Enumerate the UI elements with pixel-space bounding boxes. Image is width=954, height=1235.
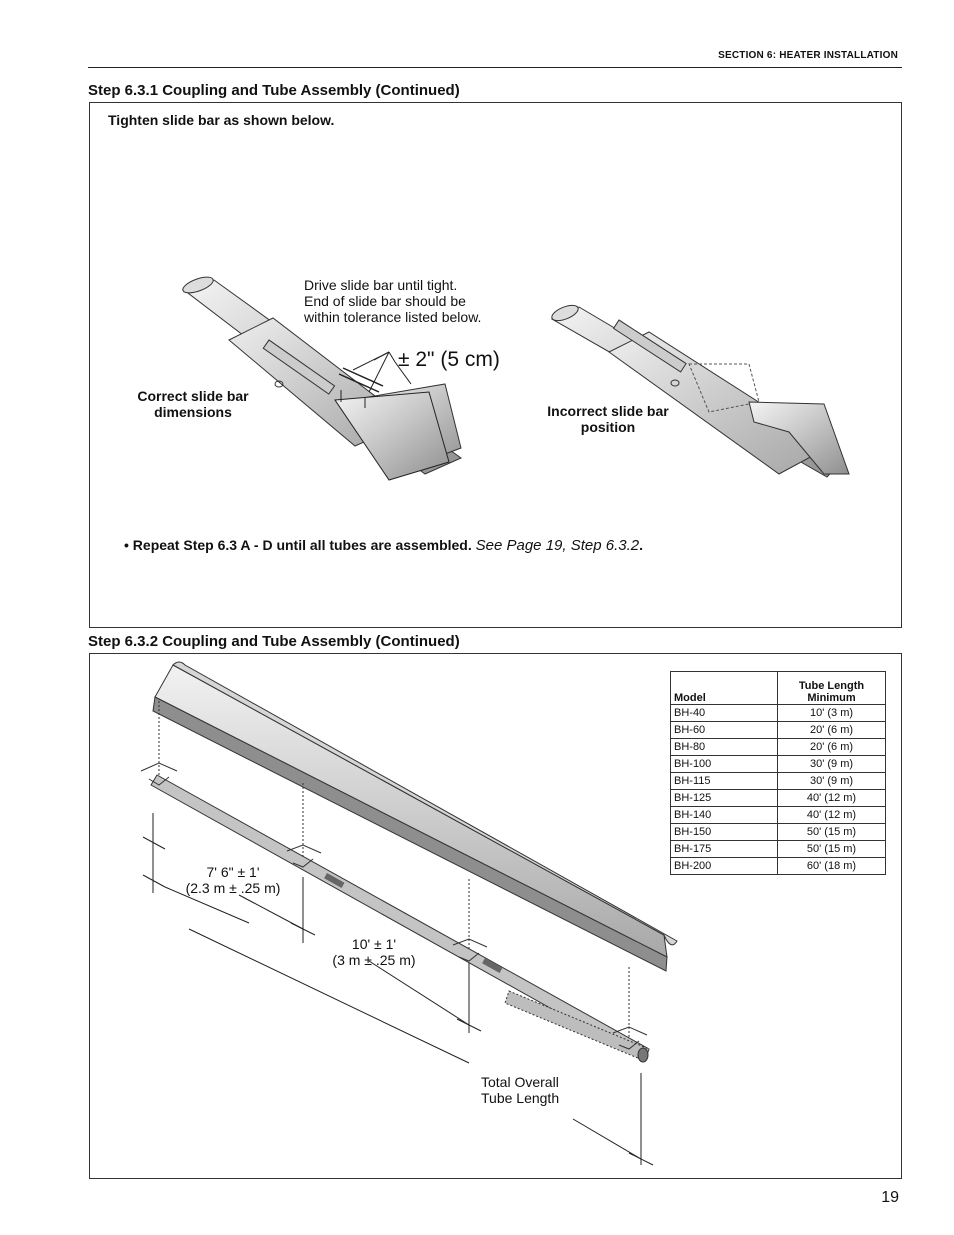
step-631-instruction: Tighten slide bar as shown below. bbox=[108, 112, 335, 128]
model-cell: BH-175 bbox=[671, 841, 778, 858]
table-row bbox=[671, 739, 886, 756]
total-length-line-2: Tube Length bbox=[481, 1090, 560, 1106]
table-row bbox=[671, 756, 886, 773]
table-row bbox=[671, 790, 886, 807]
col-model-header: Model bbox=[671, 672, 778, 705]
length-cell: 40' (12 m) bbox=[778, 807, 886, 824]
col-length-line-1: Tube Length bbox=[798, 680, 865, 692]
table-row bbox=[671, 773, 886, 790]
dimension-10ft-imperial: 10' ± 1' bbox=[351, 936, 397, 952]
total-length-line-1: Total Overall bbox=[481, 1074, 559, 1090]
length-cell: 30' (9 m) bbox=[778, 773, 886, 790]
drive-note bbox=[304, 277, 481, 325]
step-632-title: Step 6.3.2 Coupling and Tube Assembly (Continued) bbox=[88, 633, 460, 650]
model-cell: BH-60 bbox=[671, 722, 778, 739]
length-cell: 20' (6 m) bbox=[778, 722, 886, 739]
dimension-10ft-metric: (3 m ± .25 m) bbox=[332, 952, 416, 968]
correct-label-line-2: dimensions bbox=[154, 404, 232, 420]
step-631-title: Step 6.3.1 Coupling and Tube Assembly (Continued) bbox=[88, 82, 460, 99]
length-cell: 20' (6 m) bbox=[778, 739, 886, 756]
drive-note-line-1: Drive slide bar until tight. bbox=[304, 277, 458, 293]
model-cell: BH-100 bbox=[671, 756, 778, 773]
table-row bbox=[671, 858, 886, 875]
repeat-instruction bbox=[124, 537, 643, 554]
model-cell: BH-115 bbox=[671, 773, 778, 790]
table-row bbox=[671, 722, 886, 739]
model-cell: BH-140 bbox=[671, 807, 778, 824]
repeat-page-reference: See Page 19, Step 6.3.2 bbox=[475, 537, 640, 554]
length-cell: 10' (3 m) bbox=[778, 705, 886, 722]
length-cell: 30' (9 m) bbox=[778, 756, 886, 773]
dimension-10ft-label bbox=[318, 936, 430, 968]
tolerance-label: ± 2" (5 cm) bbox=[398, 348, 500, 371]
length-cell: 40' (12 m) bbox=[778, 790, 886, 807]
model-cell: BH-80 bbox=[671, 739, 778, 756]
incorrect-slide-bar-label bbox=[532, 403, 684, 435]
correct-label-line-1: Correct slide bar bbox=[137, 388, 249, 404]
repeat-instruction-end: . bbox=[639, 537, 643, 553]
correct-slide-bar-label bbox=[120, 388, 266, 420]
col-length-header bbox=[778, 672, 886, 705]
table-row bbox=[671, 824, 886, 841]
page-number: 19 bbox=[881, 1189, 899, 1206]
model-cell: BH-200 bbox=[671, 858, 778, 875]
dimension-7ft-metric: (2.3 m ± .25 m) bbox=[185, 880, 281, 896]
header-rule bbox=[88, 67, 902, 68]
dimension-7ft-imperial: 7' 6" ± 1' bbox=[206, 864, 260, 880]
table-header-row bbox=[671, 672, 886, 705]
length-cell: 50' (15 m) bbox=[778, 824, 886, 841]
incorrect-label-line-1: Incorrect slide bar bbox=[547, 403, 669, 419]
model-cell: BH-150 bbox=[671, 824, 778, 841]
model-cell: BH-125 bbox=[671, 790, 778, 807]
model-cell: BH-40 bbox=[671, 705, 778, 722]
col-length-line-2: Minimum bbox=[807, 692, 856, 704]
incorrect-label-line-2: position bbox=[580, 419, 636, 435]
drive-note-line-2: End of slide bar should be bbox=[304, 293, 466, 309]
dimension-7ft-label bbox=[168, 864, 298, 896]
repeat-instruction-bold: • Repeat Step 6.3 A - D until all tubes are assembled. bbox=[124, 537, 472, 553]
length-cell: 50' (15 m) bbox=[778, 841, 886, 858]
table-row bbox=[671, 841, 886, 858]
table-row bbox=[671, 807, 886, 824]
tube-length-table bbox=[670, 671, 886, 875]
table-row bbox=[671, 705, 886, 722]
length-cell: 60' (18 m) bbox=[778, 858, 886, 875]
incorrect-tube-drawing bbox=[550, 302, 849, 477]
total-length-label bbox=[481, 1074, 559, 1106]
drive-note-line-3: within tolerance listed below. bbox=[304, 309, 482, 325]
section-header: SECTION 6: HEATER INSTALLATION bbox=[718, 50, 898, 61]
